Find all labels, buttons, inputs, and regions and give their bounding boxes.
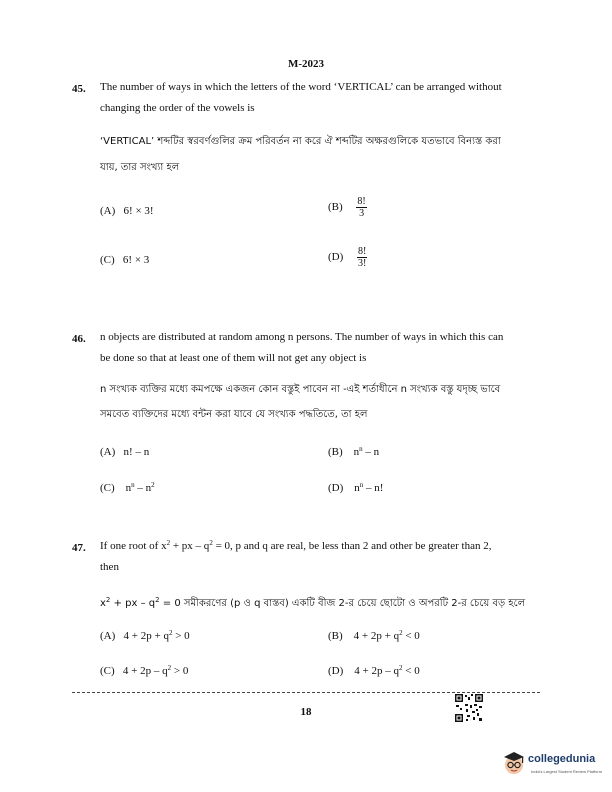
brand-tagline: India's Largest Student Review Platform bbox=[531, 769, 603, 774]
q47-number: 47. bbox=[72, 542, 86, 554]
option-post: < 0 bbox=[402, 665, 420, 677]
exponent: 2 bbox=[105, 596, 111, 604]
base: n bbox=[353, 446, 360, 458]
q47-bengali-line bbox=[100, 596, 525, 613]
qr-code-icon bbox=[454, 693, 484, 723]
q45-option-c bbox=[100, 254, 149, 266]
option-post: > 0 bbox=[171, 665, 189, 677]
numerator: 8! bbox=[357, 196, 366, 207]
option-rest: – n bbox=[362, 446, 380, 458]
q47-text-line1 bbox=[100, 539, 491, 553]
q47-text-line2: then bbox=[100, 561, 119, 573]
q46-option-c bbox=[100, 482, 155, 494]
option-pre: 4 + 2p + q bbox=[123, 630, 169, 642]
option-text: 6! × 3 bbox=[122, 254, 150, 266]
q46-text-line1: n objects are distributed at random among n persons. The number of ways in which this can bbox=[100, 331, 504, 343]
exponent: 2 bbox=[166, 539, 171, 547]
option-label: (C) bbox=[100, 665, 115, 677]
collegedunia-logo-icon bbox=[502, 749, 526, 777]
denominator: 3! bbox=[358, 258, 367, 269]
q47-option-a bbox=[100, 630, 190, 642]
exponent: 2 bbox=[168, 629, 173, 637]
option-pre: 4 + 2p + q bbox=[353, 630, 400, 642]
q47-option-b bbox=[328, 630, 420, 642]
option-label: (A) bbox=[100, 446, 116, 458]
option-rest: – n! bbox=[363, 482, 384, 494]
base: n bbox=[354, 482, 360, 494]
q45-bengali-line2: যায়, তার সংখ্যা হল bbox=[100, 162, 180, 173]
numerator: 8! bbox=[358, 246, 367, 257]
option-label: (A) bbox=[100, 205, 116, 217]
q46-text-line2: be done so that at least one of them will not get any object is bbox=[100, 352, 367, 364]
text-part: = 0 সমীকরণের (p ও q বাস্তব) একটি বীজ 2-র চেয়ে ছোটো ও অপরটি 2-র চেয়ে বড় হলে bbox=[159, 598, 526, 609]
text-part: x bbox=[100, 598, 106, 609]
option-text: n! – n bbox=[123, 446, 150, 458]
option-label: (C) bbox=[100, 254, 115, 266]
option-label: (B) bbox=[328, 446, 343, 458]
option-label: (B) bbox=[328, 201, 343, 214]
page-number: 18 bbox=[300, 706, 312, 718]
q46-bengali-line2: সমবেত ব্যক্তিদের মধ্যে বন্টন করা যাবে যে সংখ্যক পদ্ধতিতে, তা হল bbox=[100, 409, 368, 420]
q45-text-line2: changing the order of the vowels is bbox=[100, 102, 255, 114]
q45-option-b bbox=[328, 196, 367, 219]
fraction bbox=[356, 196, 366, 219]
option-pre: 4 + 2p – q bbox=[122, 665, 168, 677]
text-part: If one root of x bbox=[100, 540, 167, 552]
q45-bengali-line1: ‘VERTICAL’ শব্দটির স্বরবর্ণগুলির ক্রম পরিবর্তন না করে ঐ শব্দটির অক্ষরগুলিকে যতভাবে বিন্যস্ত করা bbox=[100, 136, 501, 147]
text-part: = 0, p and q are real, be less than 2 and other be greater than 2, bbox=[212, 540, 492, 552]
text-part: + px – q bbox=[110, 598, 156, 609]
q46-option-b bbox=[328, 446, 379, 458]
q45-option-d bbox=[328, 246, 367, 269]
option-label: (D) bbox=[328, 665, 344, 677]
option-label: (A) bbox=[100, 630, 116, 642]
exponent-2: 2 bbox=[151, 481, 155, 489]
exponent: 2 bbox=[399, 664, 403, 672]
q45-number: 45. bbox=[72, 83, 86, 95]
exponent: n bbox=[359, 481, 364, 489]
brand-name: collegedunia bbox=[528, 753, 596, 765]
denominator: 3 bbox=[359, 208, 365, 219]
q47-option-d bbox=[328, 665, 420, 677]
q45-text-line1: The number of ways in which the letters of the word ‘VERTICAL’ can be arranged without bbox=[100, 81, 502, 93]
exponent: 2 bbox=[155, 596, 160, 604]
option-label: (D) bbox=[328, 251, 344, 264]
option-label: (D) bbox=[328, 482, 344, 494]
exponent: 2 bbox=[167, 664, 172, 672]
option-pre: 4 + 2p – q bbox=[354, 665, 399, 677]
text-part: + px – q bbox=[170, 540, 210, 552]
option-mid: – n bbox=[134, 482, 152, 494]
q46-option-a bbox=[100, 446, 149, 458]
option-post: < 0 bbox=[402, 630, 420, 642]
base: n bbox=[125, 482, 132, 494]
option-text: 6! × 3! bbox=[123, 205, 154, 217]
fraction bbox=[357, 246, 367, 269]
q45-option-a bbox=[100, 205, 154, 217]
page-header: M-2023 bbox=[287, 58, 325, 70]
option-label: (C) bbox=[100, 482, 115, 494]
exponent: 2 bbox=[399, 629, 403, 637]
q46-bengali-line1: n সংখ্যক ব্যক্তির মধ্যে কমপক্ষে একজন কোন বস্তুই পাবেন না -এই শর্তাধীনে n সংখ্যক বস্তু যদৃচ্ছ ভাবে bbox=[100, 384, 501, 395]
exponent: n bbox=[131, 481, 135, 489]
exponent: n bbox=[359, 445, 363, 453]
q46-number: 46. bbox=[72, 333, 86, 345]
q47-option-c bbox=[100, 665, 188, 677]
option-label: (B) bbox=[328, 630, 343, 642]
exponent: 2 bbox=[209, 539, 213, 547]
option-post: > 0 bbox=[172, 630, 190, 642]
q46-option-d bbox=[328, 482, 383, 494]
